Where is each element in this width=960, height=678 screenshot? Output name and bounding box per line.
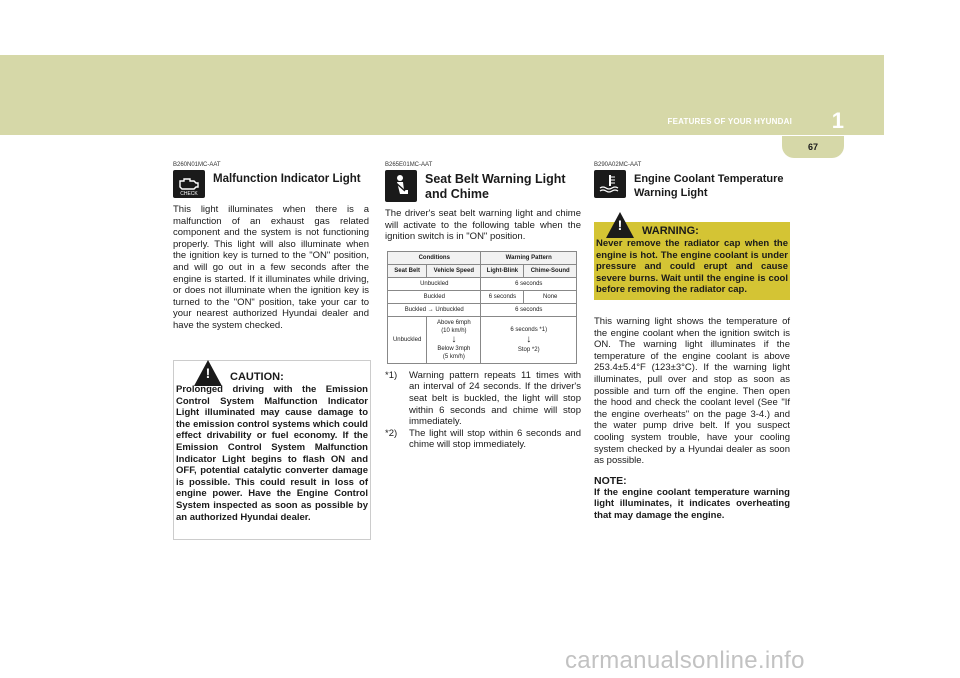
table-cell: 6 seconds [481,290,524,303]
engine-icon [177,177,201,191]
warning-pattern-table [387,251,577,364]
caution-label: CAUTION: [230,371,284,383]
pattern-text: Stop *2) [517,346,540,353]
coolant-body [594,316,790,522]
section-body: This warning light shows the temperature of the engine coolant when the ignition switch is ON. The warning light illuminates if the temperature of the engine coolant is above 253.4±5.4°F (123±3°C). If the warning light illuminates, pull over and stop as soon as possible and turn off the engine. Then open the hood and check the coolant level (See "If the engine overheats" on the page 3-4.) and the water pump drive belt. If you suspect cooling system trouble, have your cooling system checked by a Hyundai dealer as soon as possible. [594,316,790,467]
note-text: If the engine coolant temperature warning light illuminates, it indicates overheating that may damage the engine. [594,486,790,521]
footnotes [385,370,581,451]
table-cell: Unbuckled [388,277,481,290]
table-cell: Unbuckled [388,316,427,363]
exclamation-icon: ! [205,365,211,381]
table-header: Warning Pattern [481,251,577,264]
table-row [388,290,577,303]
check-icon-label: CHECK [180,191,198,197]
section-body: This light illuminates when there is a malfunction of an exhaust gas related component and the system is not functioning properly. This light will also illuminate when the ignition key is turned to the "ON" position, and will go out in a few seconds after the engine is started. If it illuminates while driving, or does not illuminate when the ignition key is turned to the "ON" position, take your car to your nearest authorized Hyundai dealer and have the system checked. [173,204,369,331]
malfunction-section [173,162,369,332]
chapter-title: FEATURES OF YOUR HYUNDAI [667,117,792,126]
thermometer-icon [598,174,622,194]
table-cell: 6 seconds [481,303,577,316]
coolant-section [594,162,790,200]
table-header: Conditions [388,251,481,264]
seated-person-icon [391,174,411,198]
section-code: B265E01MC-AAT [385,162,433,168]
speed-text: (5 km/h) [442,353,465,360]
warning-text: Never remove the radiator cap when the engine is hot. The engine coolant is under pressure and could erupt and cause severe burns. Wait until the engine is cool before removing the radiator cap. [596,238,788,296]
speed-text: Above 6mph [437,319,471,326]
section-title: Malfunction Indicator Light [213,173,361,185]
warning-box [594,217,790,300]
footnote-key: *1) [385,369,398,381]
table-header: Chime-Sound [524,264,577,277]
check-engine-icon [173,170,205,198]
footnote-key: *2) [385,427,398,439]
caution-text: Prolonged driving with the Emission Control System Malfunction Indicator Light illuminated may cause damage to the emission control systems which could effect drivability or fuel economy. If the Emission Control System Malfunction Indicator Light begins to flash ON and OFF, potential catalytic converter damage is possible. This could result in loss of engine power. Have the Engine Control System inspected as soon as possible by an authorized Hyundai dealer. [176,384,368,523]
table-header: Vehicle Speed [427,264,481,277]
speed-text: Below 3mph [437,345,471,352]
table-cell: None [524,290,577,303]
speed-text: (10 km/h) [441,327,467,334]
down-arrow-icon: ↓ [526,333,532,345]
table-header: Seat Belt [388,264,427,277]
section-code: B290A02MC-AAT [594,162,642,168]
down-arrow-icon: ↓ [451,333,457,345]
table-row [388,303,577,316]
warning-label: WARNING: [642,225,699,237]
chapter-number: 1 [831,108,844,133]
footnote [385,370,581,428]
exclamation-icon: ! [617,217,623,233]
table-cell [427,316,481,363]
table-cell: Buckled [388,290,481,303]
seat-belt-section [385,162,581,451]
table-header: Light-Blink [481,264,524,277]
section-title-line2: and Chime [425,187,489,201]
watermark-text: carmanualsonline.info [565,647,805,674]
table-cell: 6 seconds [481,277,577,290]
seat-belt-icon [385,170,417,202]
section-title-line1: Seat Belt Warning Light [425,172,566,186]
table-row [388,316,577,363]
caution-box [173,360,371,540]
coolant-temperature-icon [594,170,626,198]
footnote [385,428,581,451]
footnote-text: Warning pattern repeats 11 times with an interval of 24 seconds. If the driver's seat belt is buckled, the light will stop within 6 seconds and chime will stop immediately. [409,369,581,428]
section-code: B260N01MC-AAT [173,162,221,168]
section-title-line1: Engine Coolant Temperature [634,173,784,185]
note-label: NOTE: [594,474,627,487]
pattern-text: 6 seconds *1) [510,326,548,333]
table-cell: Buckled → Unbuckled [388,303,481,316]
table-cell [481,316,577,363]
table-row [388,277,577,290]
section-title-line2: Warning Light [634,187,708,199]
page-number: 67 [807,142,818,152]
section-body: The driver's seat belt warning light and chime will activate to the following table when the ignition switch is in "ON" position. [385,208,581,243]
footnote-text: The light will stop within 6 seconds and chime will stop immediately. [409,427,581,451]
